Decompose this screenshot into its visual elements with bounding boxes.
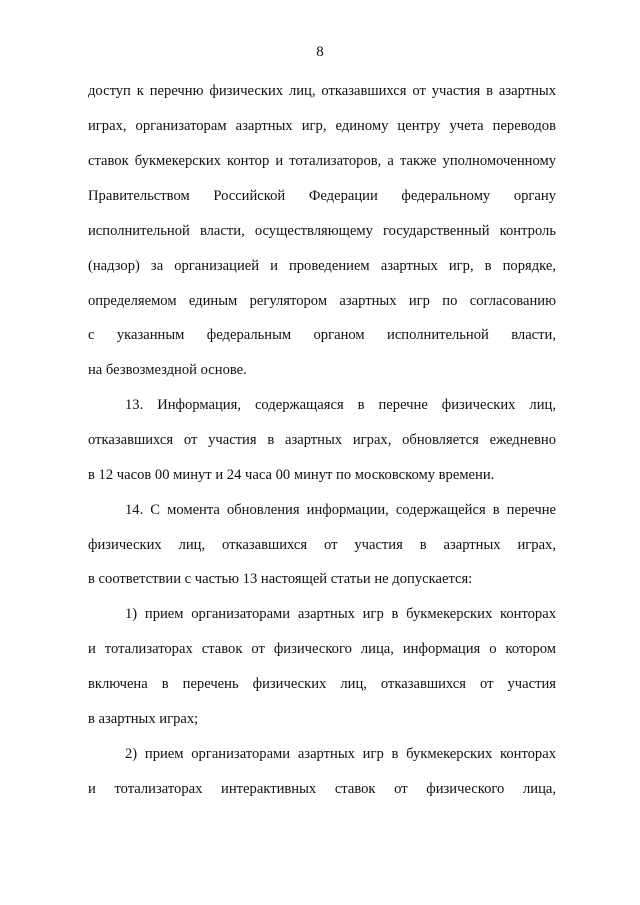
text-line: на безвозмездной основе.: [88, 362, 247, 378]
text-line: физических лиц, отказавшихся от участия в азартных играх,: [88, 537, 556, 553]
text-line: играх, организаторам азартных игр, единому центру учета переводов: [88, 118, 556, 134]
text-line: исполнительной власти, осуществляющему государственный контроль: [88, 223, 556, 239]
text-line: в азартных играх;: [88, 711, 199, 727]
text-line: 13. Информация, содержащаяся в перечне физических лиц,: [125, 397, 556, 413]
text-line: Правительством Российской Федерации федеральному органу: [88, 188, 556, 204]
text-line: включена в перечень физических лиц, отказавшихся от участия: [88, 676, 556, 692]
text-line: в 12 часов 00 минут и 24 часа 00 минут по московскому времени.: [88, 467, 495, 483]
text-line: с указанным федеральным органом исполнительной власти,: [88, 327, 556, 343]
page-number: 8: [316, 44, 324, 60]
text-line: в соответствии с частью 13 настоящей статьи не допускается:: [88, 571, 473, 587]
text-line: 1) прием организаторами азартных игр в букмекерских конторах: [125, 606, 556, 622]
text-line: доступ к перечню физических лиц, отказавшихся от участия в азартных: [88, 83, 556, 99]
text-line: и тотализаторах ставок от физического лица, информация о котором: [88, 641, 556, 657]
text-line: (надзор) за организацией и проведением азартных игр, в порядке,: [88, 258, 556, 274]
text-line: 2) прием организаторами азартных игр в букмекерских конторах: [125, 746, 556, 762]
text-line: и тотализаторах интерактивных ставок от физического лица,: [88, 781, 556, 797]
text-line: ставок букмекерских контор и тотализаторов, а также уполномоченному: [88, 153, 556, 169]
text-line: 14. С момента обновления информации, содержащейся в перечне: [125, 502, 556, 518]
text-line: отказавшихся от участия в азартных играх, обновляется ежедневно: [88, 432, 556, 448]
text-line: определяемом единым регулятором азартных игр по согласованию: [88, 293, 556, 309]
